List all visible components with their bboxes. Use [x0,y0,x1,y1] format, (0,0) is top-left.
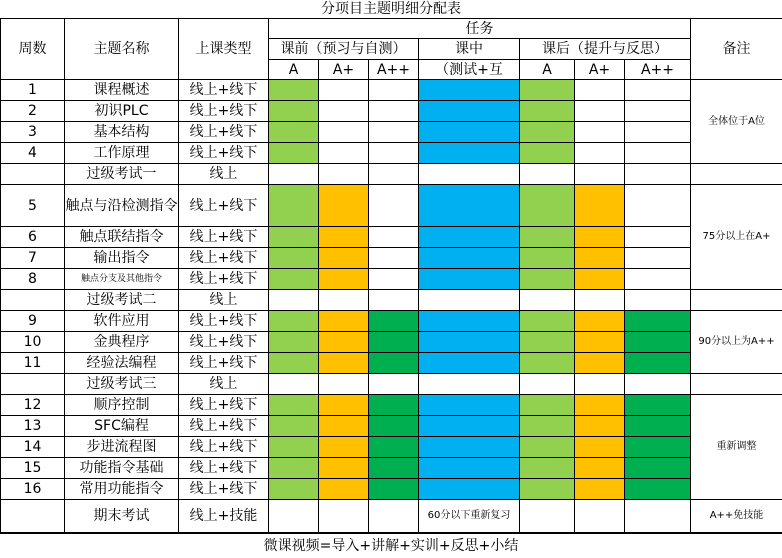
grade-cell [319,143,369,164]
grade-cell [419,479,520,500]
grade-cell [575,311,625,332]
grade-cell [575,80,625,101]
grade-cell [520,353,575,374]
grade-cell [520,122,575,143]
grade-cell [419,353,520,374]
grade-cell [520,500,575,533]
row-type: 线上 [179,164,269,185]
grade-cell [520,395,575,416]
grade-cell [269,395,319,416]
remark-empty [691,164,782,185]
remark-empty [691,374,782,395]
row-week [0,164,65,185]
grade-cell [319,374,369,395]
grade-cell [319,500,369,533]
grade-cell [625,374,691,395]
grade-cell [419,143,520,164]
row-week [0,374,65,395]
grade-cell [625,122,691,143]
grade-cell [369,332,419,353]
grade-cell [419,185,520,227]
row-type: 线上+线下 [179,479,269,500]
grade-cell [319,290,369,311]
grade-cell [520,332,575,353]
grade-cell [369,248,419,269]
row-week: 2 [0,101,65,122]
row-type: 线上+线下 [179,437,269,458]
grade-cell [269,479,319,500]
grade-cell [520,269,575,290]
grade-cell [575,353,625,374]
grade-cell [419,311,520,332]
grade-cell [520,479,575,500]
grade-cell [269,416,319,437]
grade-cell [625,227,691,248]
grade-cell [520,185,575,227]
row-topic: 步进流程图 [65,437,179,458]
grade-cell [625,143,691,164]
row-week: 4 [0,143,65,164]
grade-cell [319,80,369,101]
row-topic: 金典程序 [65,332,179,353]
row-type: 线上+线下 [179,122,269,143]
grade-cell [625,101,691,122]
grade-cell [319,395,369,416]
grade-cell [625,395,691,416]
grade-cell [269,143,319,164]
grade-cell [520,143,575,164]
grade-cell [520,374,575,395]
grade-cell [369,395,419,416]
grade-cell [419,290,520,311]
remark-group-3: 90分以上为A++ [691,311,782,374]
grade-cell [369,227,419,248]
table-title: 分项目主题明细分配表 [0,0,782,19]
grade-cell [269,311,319,332]
footer-note: 微课视频=导入+讲解+实训+反思+小结 [0,533,782,558]
grade-cell [419,458,520,479]
row-type: 线上+线下 [179,353,269,374]
grade-cell [369,458,419,479]
grade-cell [369,101,419,122]
row-type: 线上+线下 [179,143,269,164]
row-type: 线上+线下 [179,416,269,437]
grade-cell [369,353,419,374]
row-topic: 过级考试二 [65,290,179,311]
grade-cell [575,164,625,185]
row-week: 6 [0,227,65,248]
grade-cell [269,500,319,533]
grade-cell [520,248,575,269]
row-topic: 过级考试三 [65,374,179,395]
grade-cell [520,164,575,185]
grade-cell [625,80,691,101]
row-type: 线上+线下 [179,101,269,122]
grade-cell [369,164,419,185]
row-week: 16 [0,479,65,500]
remark-final: A++免技能 [691,500,782,533]
header-remark: 备注 [691,19,782,80]
grade-cell [269,290,319,311]
grade-cell [520,311,575,332]
row-week: 1 [0,80,65,101]
grade-cell [625,458,691,479]
row-type: 线上+线下 [179,395,269,416]
grade-cell [369,185,419,227]
row-type: 线上+线下 [179,185,269,227]
grade-cell [625,353,691,374]
row-topic: 期末考试 [65,500,179,533]
grade-cell [419,227,520,248]
grade-cell [319,164,369,185]
grade-cell [575,185,625,227]
grade-cell [575,437,625,458]
grade-cell [319,185,369,227]
remark-group-2: 75分以上在A+ [691,185,782,290]
row-week: 14 [0,437,65,458]
grade-cell [575,395,625,416]
grade-cell [625,332,691,353]
grade-cell [369,374,419,395]
row-week [0,500,65,533]
row-topic: 功能指令基础 [65,458,179,479]
grade-cell [369,437,419,458]
header-week: 周数 [0,19,65,80]
row-week: 12 [0,395,65,416]
grade-cell [575,248,625,269]
grade-cell [369,269,419,290]
grade-cell [625,437,691,458]
grade-cell [369,122,419,143]
pre-grade-aplus: A+ [319,60,369,80]
row-type: 线上+线下 [179,80,269,101]
grade-cell [575,500,625,533]
grade-cell [520,227,575,248]
grade-cell [625,269,691,290]
grade-cell [520,80,575,101]
row-type: 线上+线下 [179,332,269,353]
grade-cell [269,458,319,479]
row-type: 线上 [179,290,269,311]
grade-cell [369,290,419,311]
grade-cell [419,122,520,143]
row-topic: 软件应用 [65,311,179,332]
mid-subheader: （测试+互 [419,60,520,80]
row-topic: 触点与沿检测指令 [65,185,179,227]
header-pre: 课前（预习与自测） [269,39,419,60]
row-week: 7 [0,248,65,269]
row-topic: 常用功能指令 [65,479,179,500]
grade-cell [575,227,625,248]
grade-cell [625,479,691,500]
header-type: 上课类型 [179,19,269,80]
row-type: 线上+线下 [179,269,269,290]
grade-cell [319,227,369,248]
grade-cell [269,332,319,353]
grade-cell [575,479,625,500]
grade-cell [520,458,575,479]
row-week: 8 [0,269,65,290]
post-grade-a: A [520,60,575,80]
grade-cell [625,500,691,533]
grade-cell [369,311,419,332]
row-topic: 初识PLC [65,101,179,122]
grade-cell [319,416,369,437]
row-week [0,290,65,311]
remark-group-1: 全体位于A位 [691,80,782,164]
grade-cell [269,185,319,227]
row-topic: 输出指令 [65,248,179,269]
header-topic: 主题名称 [65,19,179,80]
row-type: 线上+线下 [179,311,269,332]
grade-cell [575,458,625,479]
grade-cell [575,332,625,353]
pre-grade-a: A [269,60,319,80]
grade-cell [625,311,691,332]
row-type: 线上+线下 [179,458,269,479]
grade-cell [369,500,419,533]
row-topic: 过级考试一 [65,164,179,185]
row-week: 13 [0,416,65,437]
row-topic: SFC编程 [65,416,179,437]
grade-cell [369,479,419,500]
grade-cell [575,143,625,164]
grade-cell [269,437,319,458]
grade-cell [369,80,419,101]
grade-cell [520,437,575,458]
header-task: 任务 [269,19,691,39]
grade-cell [319,479,369,500]
grade-cell [419,416,520,437]
grade-cell [575,290,625,311]
grade-cell [269,227,319,248]
grade-cell [319,269,369,290]
row-topic: 经验法编程 [65,353,179,374]
row-topic: 触点联结指令 [65,227,179,248]
row-topic: 顺序控制 [65,395,179,416]
grade-cell [319,311,369,332]
grade-cell [319,101,369,122]
grade-cell [419,269,520,290]
header-post: 课后（提升与反思） [520,39,691,60]
grade-cell [319,458,369,479]
row-topic: 基本结构 [65,122,179,143]
grade-cell [419,80,520,101]
grade-cell [419,395,520,416]
grade-cell [575,269,625,290]
grade-cell [575,101,625,122]
row-week: 10 [0,332,65,353]
row-week: 9 [0,311,65,332]
grade-cell [319,332,369,353]
row-topic: 课程概述 [65,80,179,101]
grade-cell [520,101,575,122]
row-week: 11 [0,353,65,374]
row-week: 15 [0,458,65,479]
grade-cell: 60分以下重新复习 [419,500,520,533]
row-type: 线上 [179,374,269,395]
grade-cell [319,122,369,143]
grade-cell [419,332,520,353]
grade-cell [575,374,625,395]
grade-cell [369,416,419,437]
grade-cell [625,290,691,311]
grade-cell [269,122,319,143]
grade-cell [419,101,520,122]
grade-cell [269,248,319,269]
grade-cell [575,122,625,143]
grade-cell [625,248,691,269]
grade-cell [575,416,625,437]
grade-cell [319,353,369,374]
grade-cell [419,437,520,458]
grade-cell [319,248,369,269]
row-type: 线上+技能 [179,500,269,533]
grade-cell [625,416,691,437]
grade-cell [625,185,691,227]
grade-cell [269,374,319,395]
grade-cell [520,416,575,437]
post-grade-aplusplus: A++ [625,60,691,80]
grade-cell [269,80,319,101]
post-grade-aplus: A+ [575,60,625,80]
grade-cell [625,164,691,185]
grade-cell [269,101,319,122]
pre-grade-aplusplus: A++ [369,60,419,80]
grade-cell [319,437,369,458]
grade-cell [520,290,575,311]
row-topic: 触点分支及其他指令 [65,269,179,290]
header-mid: 课中 [419,39,520,60]
grade-cell [269,164,319,185]
row-week: 5 [0,185,65,227]
row-type: 线上+线下 [179,227,269,248]
row-week: 3 [0,122,65,143]
remark-group-4: 重新调整 [691,395,782,500]
remark-empty [691,290,782,311]
grade-cell [419,374,520,395]
grade-cell [269,353,319,374]
row-topic: 工作原理 [65,143,179,164]
grade-cell [419,164,520,185]
grade-cell [369,143,419,164]
row-type: 线上+线下 [179,248,269,269]
grade-cell [419,248,520,269]
grade-cell [269,269,319,290]
